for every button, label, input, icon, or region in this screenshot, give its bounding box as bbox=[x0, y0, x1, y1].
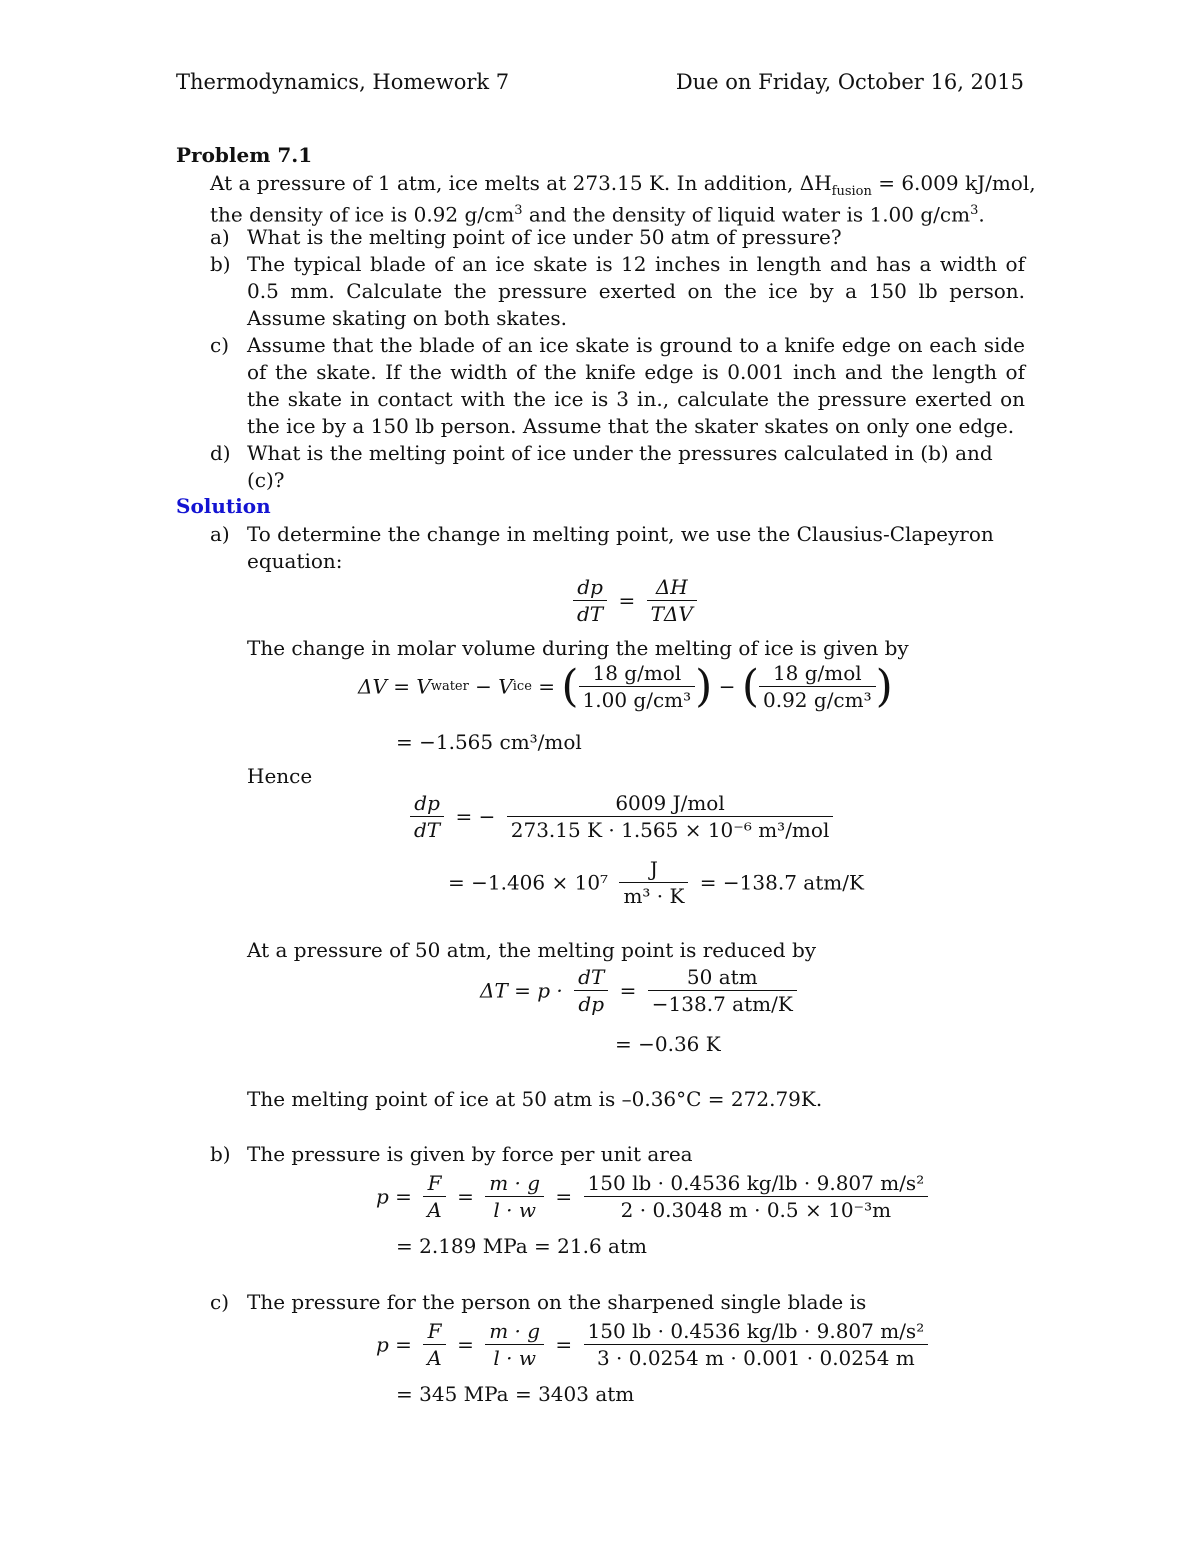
part-a-conclusion: The melting point of ice at 50 atm is –0.36°C = 272.79K. bbox=[247, 1087, 823, 1111]
pressure-two-skates-result: = 2.189 MPa = 21.6 atm bbox=[396, 1234, 647, 1258]
molar-volume-equation: ΔV = Vwater − Vice = ( $\frac{\text{18 g/mol}}{\text{1.00 g/cm³}}$ ) − ( $\frac{\text{18 g/mol}}{\text{0.92 g/cm³}}$ ) bbox=[358, 661, 893, 712]
molar-volume-text: The change in molar volume during the melting of ice is given by bbox=[247, 636, 909, 660]
problem-intro-line1: At a pressure of 1 atm, ice melts at 273.15 K. In addition, $\Delta H_{fusion} = 6.009$ kJ/mol, bbox=[210, 171, 1036, 199]
clausius-clapeyron-equation: $\frac{dp}{dT}$ = $\frac{\Delta H}{\text{TΔV}}$ bbox=[568, 574, 702, 627]
header-due-date: Due on Friday, October 16, 2015 bbox=[675, 70, 1024, 94]
pressure-two-skates-equation: p = $\frac{F}{A}$ = $\frac{m \cdot g}{l \cdot w}$ = $\frac{\text{150 lb · 0.4536 kg/lb · 9.807 m/s²}}{\text{2 · 0.3048 m · 0.5 × 10⁻³m}}$ bbox=[376, 1170, 933, 1223]
pressure-single-blade-equation: p = $\frac{F}{A}$ = $\frac{m \cdot g}{l \cdot w}$ = $\frac{\text{150 lb · 0.4536 kg/lb · 9.807 m/s²}}{3 \cdot 0.0254 m \cdot 0.001 \cdot 0.0254 m}$ bbox=[376, 1318, 933, 1371]
solution-title: Solution bbox=[176, 494, 271, 518]
solution-b-label: b) bbox=[210, 1142, 231, 1166]
problem-title: Problem 7.1 bbox=[176, 143, 313, 167]
solution-c-text: The pressure for the person on the sharpened single blade is bbox=[247, 1290, 867, 1314]
solution-b-text: The pressure is given by force per unit area bbox=[247, 1142, 693, 1166]
dp-dt-equation: $\frac{dp}{dT}$ = − $\frac{\text{6009 J/mol}}{\text{273.15 K · 1.565 × 10⁻⁶ m³/mol}}$ bbox=[405, 790, 838, 843]
at-50-atm-text: At a pressure of 50 atm, the melting point is reduced by bbox=[247, 938, 817, 962]
header-course-title: Thermodynamics, Homework 7 bbox=[176, 70, 510, 94]
delta-t-result: = −0.36 K bbox=[615, 1032, 721, 1056]
dp-dt-result: = −1.406 × 10⁷ $\frac{J}{\text{m³ · K}}$ = −138.7 atm/K bbox=[448, 857, 864, 908]
pressure-single-blade-result: = 345 MPa = 3403 atm bbox=[396, 1382, 635, 1406]
molar-volume-result: = −1.565 cm³/mol bbox=[396, 730, 582, 754]
solution-a-intro-line2: equation: bbox=[247, 549, 343, 573]
hence-text: Hence bbox=[247, 764, 313, 788]
problem-intro-line2: the density of ice is 0.92 $g/cm^3$ and the density of liquid water is 1.00 $g/cm^3$. bbox=[210, 202, 985, 227]
delta-t-equation: ΔT = p · $\frac{dT}{dp}$ = $\frac{\text{50 atm}}{\text{−138.7 atm/K}}$ bbox=[480, 964, 802, 1017]
solution-c-label: c) bbox=[210, 1290, 230, 1314]
solution-a-label: a) bbox=[210, 522, 230, 546]
solution-a-intro-line1: To determine the change in melting point, we use the Clausius-Clapeyron bbox=[247, 522, 994, 546]
